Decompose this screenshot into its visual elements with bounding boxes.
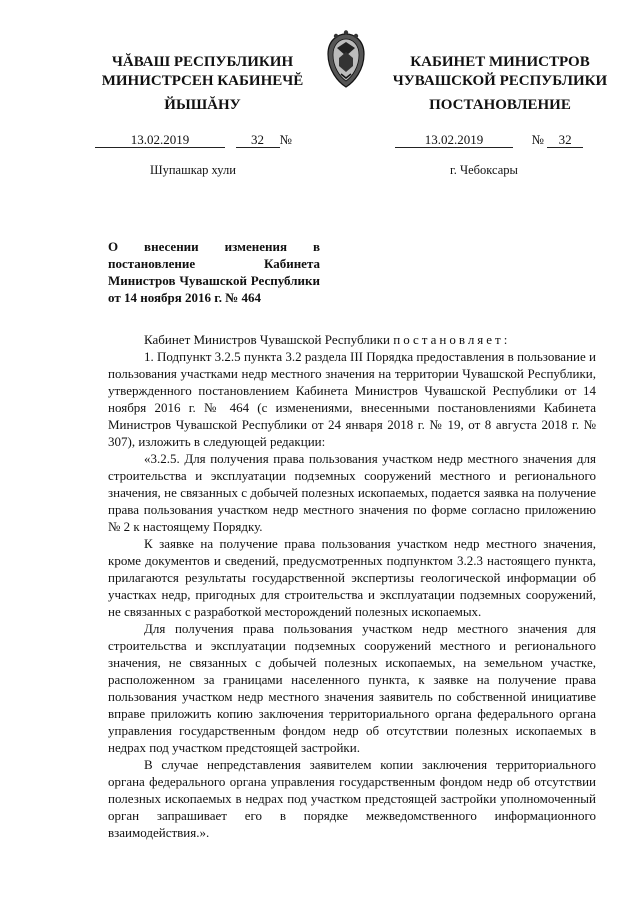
document-subject: О внесении изменения в постановление Кабинета Министров Чувашской Республики от 14 ноября 2016 г. № 464 (108, 239, 320, 305)
paragraph-4: Для получения права пользования участком недр местного значения для строительства и эксплуатации подземных сооружений местного и регионального значения, не связанных с добычей полезных ископаемых, на земельном участке, расположенном за границами населенного пункта, к заявке на получение права пользования участком недр местного значения заявитель по собственной инициативе вправе приложить копию заключения территориального органа федерального органа управления государственным фондом недр об отсутствии полезных ископаемых в недрах под участком предстоящей застройки. (108, 621, 596, 755)
doctype-right: ПОСТАНОВЛЕНИЕ (429, 97, 571, 113)
number-right: 32 (547, 132, 583, 148)
intro-decree-word: постановляет: (393, 332, 511, 347)
header-right-line1: КАБИНЕТ МИНИСТРОВ (410, 54, 590, 70)
date-left: 13.02.2019 (95, 132, 225, 148)
header-left-line1: ЧĂВАШ РЕСПУБЛИКИН (111, 54, 294, 70)
intro-paragraph (108, 331, 596, 348)
chuvash-emblem-icon (323, 30, 369, 90)
city-left: Шупашкар хули (150, 163, 236, 177)
paragraph-1: 1. Подпункт 3.2.5 пункта 3.2 раздела III Порядка предоставления в пользование и пользования участками недр местного значения на территории Чувашской Республики, утвержденного постановлением Кабинета Министров Чувашской Республики от 14 ноября 2016 г. № 464 (с изменениями, внесенными постановлениями Кабинета Министров Чувашской Республики от 24 января 2018 г. № 19, от 8 августа 2018 г. № 307), изложить в следующей редакции: (108, 349, 596, 449)
city-right: г. Чебоксары (450, 163, 518, 177)
paragraph-2: «3.2.5. Для получения права пользования участком недр местного значения для строительства и эксплуатации подземных сооружений местного и регионального значения, не связанных с добычей полезных ископаемых, подается заявка на получение права пользования участком недр местного значения по форме согласно приложению № 2 к настоящему Порядку. (108, 451, 596, 534)
date-line-right (395, 132, 605, 148)
header-left-line2: МИНИСТРСЕН КАБИНЕЧĔ (101, 73, 304, 89)
date-line-left (95, 132, 315, 148)
number-sign-right: № (531, 132, 544, 147)
paragraph-3: К заявке на получение права пользования участком недр местного значения, кроме документов и сведений, предусмотренных подпунктом 3.2.3 настоящего пункта, прилагаются результаты государственной экспертизы геологической информации об участках недр, пригодных для строительства и эксплуатации подземных сооружений, не связанных с разработкой месторождений полезных ископаемых. (108, 536, 596, 619)
header-right-line2: ЧУВАШСКОЙ РЕСПУБЛИКИ (392, 73, 608, 89)
number-sign-left: № (279, 132, 292, 147)
doctype-left: ЙЫШĂНУ (164, 97, 241, 113)
number-left: 32 (236, 132, 280, 148)
intro-prefix: Кабинет Министров Чувашской Республики (144, 332, 390, 347)
header-left (95, 53, 310, 91)
document-body (108, 331, 596, 841)
date-right: 13.02.2019 (395, 132, 513, 148)
header-right (380, 53, 620, 91)
paragraph-5: В случае непредставления заявителем копии заключения территориального органа федерального органа управления государственным фондом недр об отсутствии полезных ископаемых в недрах под участком предстоящей застройки уполномоченный орган запрашивает его в порядке межведомственного информационного взаимодействия.». (108, 757, 596, 840)
